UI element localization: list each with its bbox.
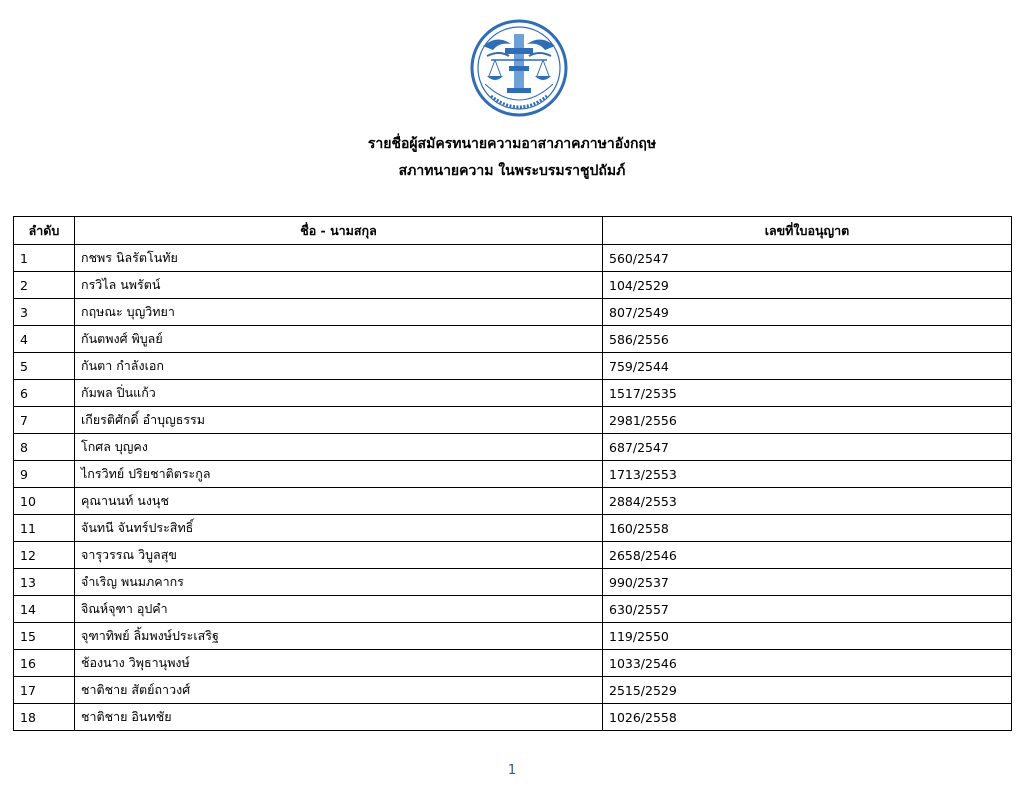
cell-name: กฤษณะ บุญวิทยา (75, 299, 603, 326)
column-header-order: ลำดับ (14, 217, 75, 245)
applicants-table (13, 216, 1012, 731)
cell-order: 16 (14, 650, 75, 677)
cell-license: 2981/2556 (603, 407, 1012, 434)
table-row (14, 299, 1012, 326)
table-header-row (14, 217, 1012, 245)
cell-license: 119/2550 (603, 623, 1012, 650)
cell-order: 4 (14, 326, 75, 353)
page-number: 1 (507, 763, 517, 778)
document-title: รายชื่อผู้สมัครทนายความอาสาภาคภาษาอังกฤษ (367, 136, 657, 152)
cell-name: คุณานนท์ นงนุช (75, 488, 603, 515)
table-row (14, 245, 1012, 272)
cell-name: จันทนี จันทร์ประสิทธิ์ (75, 515, 603, 542)
cell-order: 13 (14, 569, 75, 596)
cell-license: 2515/2529 (603, 677, 1012, 704)
table-row (14, 407, 1012, 434)
cell-name: กัมพล ปิ่นแก้ว (75, 380, 603, 407)
cell-name: ไกรวิทย์ ปริยชาติตระกูล (75, 461, 603, 488)
cell-name: โกศล บุญคง (75, 434, 603, 461)
table-row (14, 623, 1012, 650)
column-header-name: ชื่อ - นามสกุล (75, 217, 603, 245)
cell-order: 2 (14, 272, 75, 299)
table-row (14, 380, 1012, 407)
cell-license: 630/2557 (603, 596, 1012, 623)
cell-license: 2658/2546 (603, 542, 1012, 569)
cell-name: กรวิไล นพรัตน์ (75, 272, 603, 299)
table-row (14, 434, 1012, 461)
cell-name: กชพร นิลรัตโนทัย (75, 245, 603, 272)
cell-order: 8 (14, 434, 75, 461)
cell-license: 759/2544 (603, 353, 1012, 380)
cell-order: 3 (14, 299, 75, 326)
cell-order: 5 (14, 353, 75, 380)
cell-order: 12 (14, 542, 75, 569)
table-row (14, 542, 1012, 569)
cell-license: 1713/2553 (603, 461, 1012, 488)
cell-name: ชาติชาย สัตย์ถาวงศ์ (75, 677, 603, 704)
document-subtitle: สภาทนายความ ในพระบรมราชูปถัมภ์ (398, 163, 626, 179)
column-header-license: เลขที่ใบอนุญาต (603, 217, 1012, 245)
cell-order: 14 (14, 596, 75, 623)
table-row (14, 677, 1012, 704)
table-row (14, 326, 1012, 353)
cell-license: 687/2547 (603, 434, 1012, 461)
lawyers-council-logo (469, 16, 569, 120)
cell-order: 15 (14, 623, 75, 650)
cell-name: เกียรติศักดิ์ อำบุญธรรม (75, 407, 603, 434)
cell-name: จำเริญ พนมภคากร (75, 569, 603, 596)
cell-name: ช้องนาง วิพุธานุพงษ์ (75, 650, 603, 677)
cell-license: 990/2537 (603, 569, 1012, 596)
cell-order: 6 (14, 380, 75, 407)
cell-order: 17 (14, 677, 75, 704)
table-row (14, 272, 1012, 299)
table-row (14, 488, 1012, 515)
table-row (14, 569, 1012, 596)
cell-license: 1033/2546 (603, 650, 1012, 677)
cell-license: 1517/2535 (603, 380, 1012, 407)
cell-license: 1026/2558 (603, 704, 1012, 731)
table-row (14, 704, 1012, 731)
table-row (14, 650, 1012, 677)
cell-name: กันตพงศ์ พิบูลย์ (75, 326, 603, 353)
table-row (14, 461, 1012, 488)
cell-license: 560/2547 (603, 245, 1012, 272)
cell-order: 7 (14, 407, 75, 434)
cell-name: จิณห์จุฑา อุปคำ (75, 596, 603, 623)
cell-order: 18 (14, 704, 75, 731)
cell-license: 586/2556 (603, 326, 1012, 353)
cell-order: 10 (14, 488, 75, 515)
cell-name: กันตา กำลังเอก (75, 353, 603, 380)
cell-license: 2884/2553 (603, 488, 1012, 515)
cell-name: ชาติชาย อินทชัย (75, 704, 603, 731)
cell-order: 1 (14, 245, 75, 272)
cell-license: 807/2549 (603, 299, 1012, 326)
cell-license: 160/2558 (603, 515, 1012, 542)
cell-order: 9 (14, 461, 75, 488)
table-row (14, 353, 1012, 380)
cell-name: จารุวรรณ วิบูลสุข (75, 542, 603, 569)
table-row (14, 596, 1012, 623)
cell-name: จุฑาทิพย์ ลิ้มพงษ์ประเสริฐ (75, 623, 603, 650)
cell-license: 104/2529 (603, 272, 1012, 299)
cell-order: 11 (14, 515, 75, 542)
table-row (14, 515, 1012, 542)
